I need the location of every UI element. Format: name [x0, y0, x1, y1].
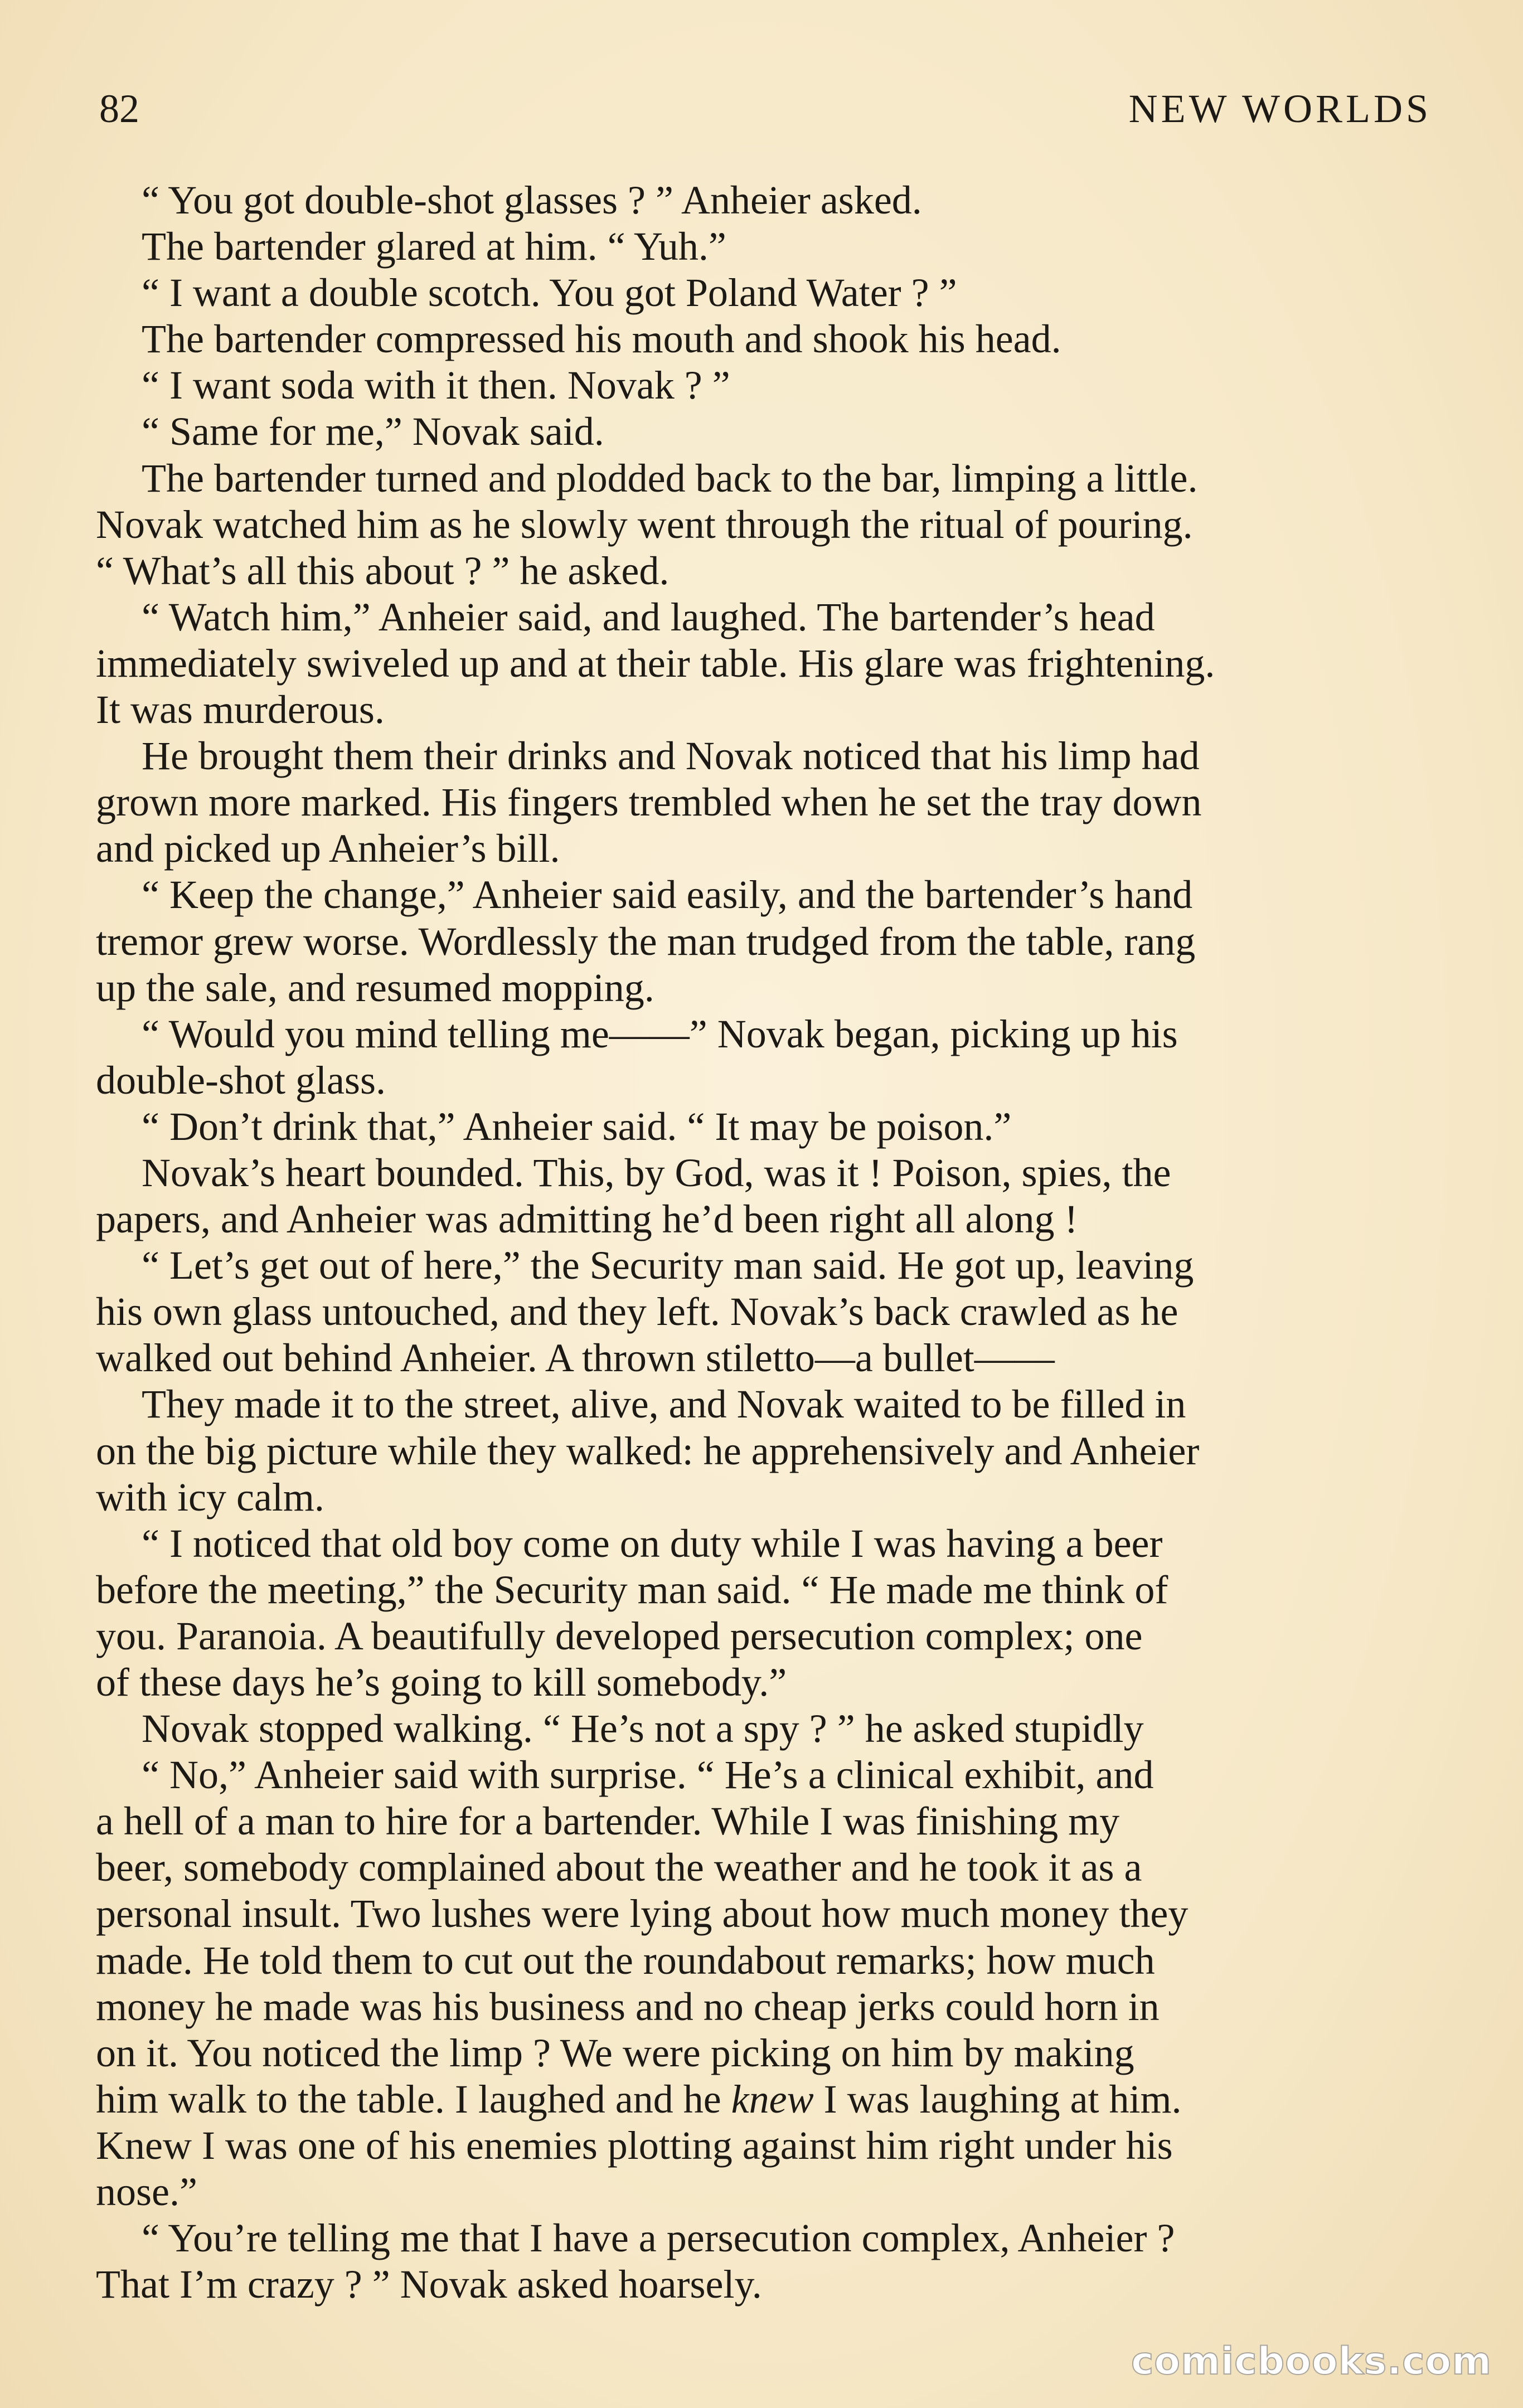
text-line: with icy calm.	[96, 1474, 324, 1519]
text-line: a hell of a man to hire for a bartender. While I was finishing my	[96, 1799, 1120, 1844]
text-line: personal insult. Two lushes were lying about how much money they	[96, 1891, 1189, 1936]
text-line: “ Let’s get out of here,” the Security man said. He got up, leaving	[142, 1243, 1194, 1288]
text-line: “ Keep the change,” Anheier said easily, and the bartender’s hand	[142, 872, 1193, 917]
paragraph	[96, 594, 1428, 733]
text-line: before the meeting,” the Security man said. “ He made me think of	[96, 1567, 1168, 1612]
watermark: comicbooks.com	[1131, 2339, 1492, 2383]
text-line: up the sale, and resumed mopping.	[96, 965, 654, 1010]
text-line: tremor grew worse. Wordlessly the man trudged from the table, rang	[96, 919, 1196, 964]
text-line: grown more marked. His fingers trembled when he set the tray down	[96, 780, 1202, 825]
text-line: of these days he’s going to kill somebody.”	[96, 1660, 787, 1705]
paragraph	[96, 1011, 1428, 1104]
paragraph	[96, 409, 1428, 455]
text-line: him walk to the table. I laughed and he knew I was laughing at him.	[96, 2076, 1182, 2121]
text-line: “ Would you mind telling me——” Novak began, picking up his	[142, 1011, 1178, 1056]
text-line: “ You’re telling me that I have a persecution complex, Anheier ?	[142, 2216, 1175, 2261]
text-line: immediately swiveled up and at their table. His glare was frightening.	[96, 640, 1215, 686]
text-line: That I’m crazy ? ” Novak asked hoarsely.	[96, 2262, 762, 2307]
story-text	[96, 177, 1428, 2308]
text-line: He brought them their drinks and Novak noticed that his limp had	[142, 734, 1200, 779]
paragraph	[96, 316, 1428, 362]
text-line: Novak stopped walking. “ He’s not a spy ? ” he asked stupidly	[142, 1706, 1144, 1751]
paragraph	[96, 362, 1428, 409]
text-line: “ Same for me,” Novak said.	[142, 409, 604, 454]
text-line: beer, somebody complained about the weather and he took it as a	[96, 1845, 1142, 1890]
text-line: on the big picture while they walked: he apprehensively and Anheier	[96, 1428, 1200, 1473]
running-head: NEW WORLDS	[1128, 86, 1432, 131]
text-line: Novak watched him as he slowly went through the ritual of pouring.	[96, 502, 1193, 547]
paragraph	[96, 1706, 1428, 1752]
text-line: Knew I was one of his enemies plotting against him right under his	[96, 2123, 1173, 2168]
paragraph	[96, 1150, 1428, 1242]
text-line: “ You got double-shot glasses ? ” Anheier asked.	[142, 178, 922, 222]
paragraph	[96, 177, 1428, 224]
paragraph	[96, 2215, 1428, 2308]
text-line: and picked up Anheier’s bill.	[96, 826, 560, 871]
text-line: “ No,” Anheier said with surprise. “ He’s a clinical exhibit, and	[142, 1752, 1154, 1798]
paragraph	[96, 1381, 1428, 1520]
text-line: made. He told them to cut out the roundabout remarks; how much	[96, 1938, 1155, 1983]
text-line: on it. You noticed the limp ? We were picking on him by making	[96, 2030, 1134, 2075]
text-line: “ I want a double scotch. You got Poland Water ? ”	[142, 270, 957, 315]
text-line: walked out behind Anheier. A thrown stiletto—a bullet——	[96, 1336, 1055, 1381]
page-header	[99, 81, 1432, 137]
text-line: double-shot glass.	[96, 1057, 386, 1103]
paragraph	[96, 1752, 1428, 2215]
text-line: you. Paranoia. A beautifully developed persecution complex; one	[96, 1613, 1143, 1658]
text-line: The bartender turned and plodded back to the bar, limping a little.	[142, 455, 1198, 501]
text-line: nose.”	[96, 2169, 197, 2215]
paragraph	[96, 1104, 1428, 1150]
text-line: papers, and Anheier was admitting he’d been right all along !	[96, 1197, 1078, 1242]
text-line: “ What’s all this about ? ” he asked.	[96, 548, 670, 593]
text-line: “ I want soda with it then. Novak ? ”	[142, 363, 730, 408]
text-line: The bartender compressed his mouth and shook his head.	[142, 317, 1061, 362]
text-line: his own glass untouched, and they left. Novak’s back crawled as he	[96, 1289, 1178, 1334]
text-line: “ Don’t drink that,” Anheier said. “ It may be poison.”	[142, 1104, 1012, 1149]
paragraph	[96, 733, 1428, 872]
text-line: “ Watch him,” Anheier said, and laughed. The bartender’s head	[142, 594, 1155, 639]
text-line: They made it to the street, alive, and Novak waited to be filled in	[142, 1382, 1186, 1427]
paragraph	[96, 270, 1428, 316]
paragraph	[96, 455, 1428, 594]
paragraph	[96, 224, 1428, 270]
text-line: Novak’s heart bounded. This, by God, was it ! Poison, spies, the	[142, 1150, 1171, 1195]
text-line: “ I noticed that old boy come on duty while I was having a beer	[142, 1521, 1163, 1566]
page-number: 82	[99, 86, 139, 131]
paragraph	[96, 1521, 1428, 1706]
paragraph	[96, 872, 1428, 1011]
text-line: money he made was his business and no cheap jerks could horn in	[96, 1984, 1160, 2029]
italic-word: knew	[731, 2076, 814, 2121]
paragraph	[96, 1242, 1428, 1381]
text-line: It was murderous.	[96, 687, 385, 732]
text-line: The bartender glared at him. “ Yuh.”	[142, 224, 726, 269]
